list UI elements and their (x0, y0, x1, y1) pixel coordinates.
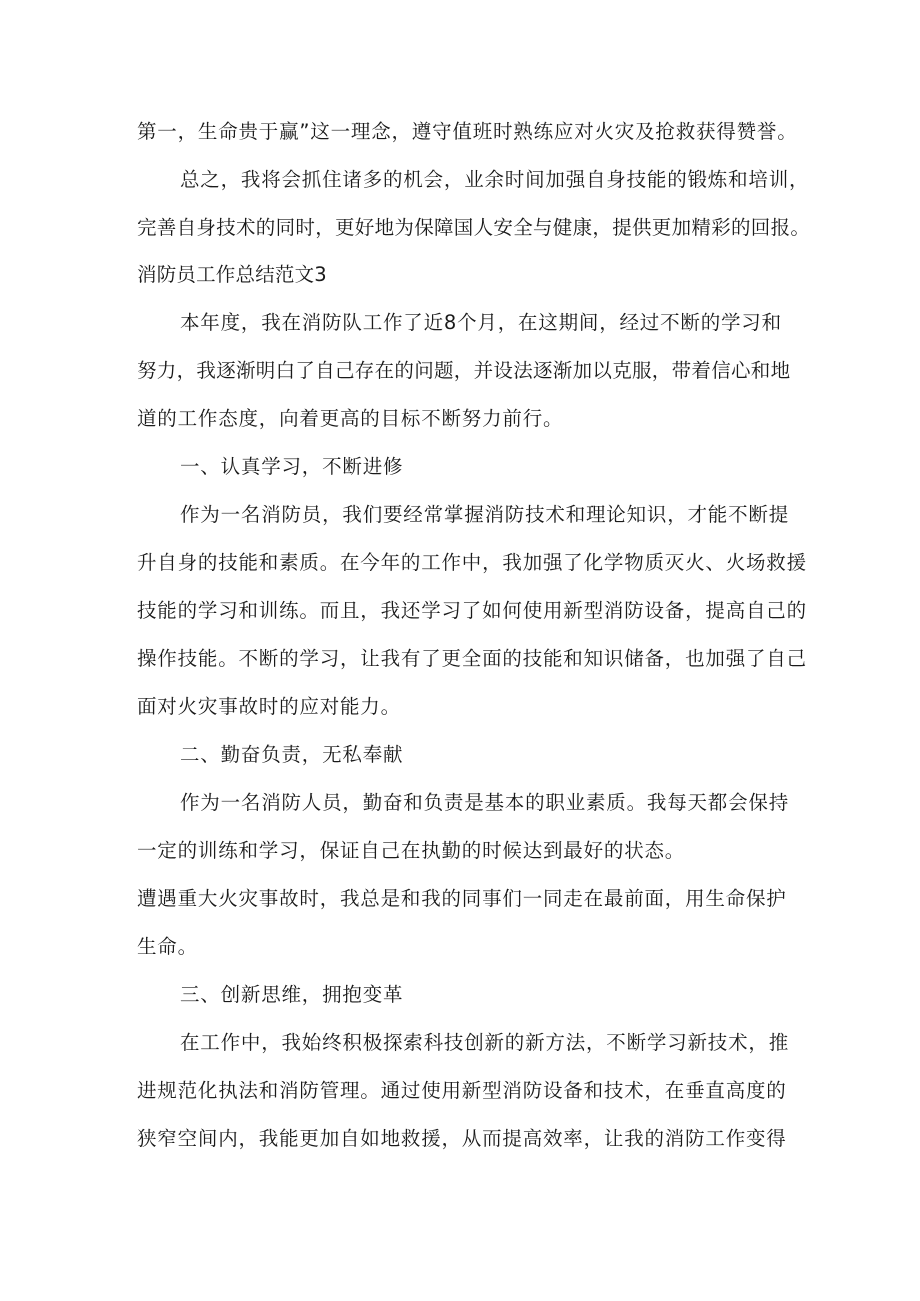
paragraph-line: 道的工作态度，向着更高的目标不断努力前行。 (137, 407, 564, 430)
paragraph-line: 遭遇重大火灾事故时，我总是和我的同事们一同走在最前面，用生命保护 (137, 887, 787, 910)
paragraph-line: 总之，我将会抓住诸多的机会，业余时间加强自身技能的锻炼和培训， (180, 168, 810, 191)
section-title: 消防员工作总结范文3 (137, 263, 327, 286)
paragraph-line: 操作技能。不断的学习，让我有了更全面的技能和知识储备，也加强了自己 (137, 647, 807, 670)
paragraph-line: 完善自身技术的同时，更好地为保障国人安全与健康，提供更加精彩的回报。 (137, 216, 811, 239)
paragraph-line: 努力，我逐渐明白了自己存在的问题，并设法逐渐加以克服，带着信心和地 (137, 359, 791, 382)
paragraph-line: 作为一名消防人员，勤奋和负责是基本的职业素质。我每天都会保持 (180, 791, 790, 814)
section-heading: 二、勤奋负责，无私奉献 (180, 743, 404, 766)
paragraph-line: 进规范化执法和消防管理。通过使用新型消防设备和技术，在垂直高度的 (137, 1079, 787, 1102)
paragraph-line: 面对火灾事故时的应对能力。 (137, 695, 401, 718)
paragraph-line: 生命。 (137, 935, 198, 958)
paragraph-line: 第一，生命贵于赢”这一理念，遵守值班时熟练应对火灾及抢救获得赞誉。 (137, 120, 798, 143)
paragraph-line: 狭窄空间内，我能更加自如地救援，从而提高效率，让我的消防工作变得 (137, 1127, 787, 1150)
paragraph-line: 在工作中，我始终积极探索科技创新的新方法，不断学习新技术，推 (180, 1031, 790, 1054)
paragraph-line: 本年度，我在消防队工作了近8个月，在这期间，经过不断的学习和 (180, 311, 782, 334)
section-heading: 三、创新思维，拥抱变革 (180, 983, 404, 1006)
paragraph-line: 一定的训练和学习，保证自己在执勤的时候达到最好的状态。 (137, 839, 686, 862)
paragraph-line: 升自身的技能和素质。在今年的工作中，我加强了化学物质灭火、火场救援 (137, 551, 807, 574)
section-heading: 一、认真学习，不断进修 (180, 455, 404, 478)
paragraph-line: 技能的学习和训练。而且，我还学习了如何使用新型消防设备，提高自己的 (137, 599, 807, 622)
paragraph-line: 作为一名消防员，我们要经常掌握消防技术和理论知识，才能不断提 (180, 503, 790, 526)
